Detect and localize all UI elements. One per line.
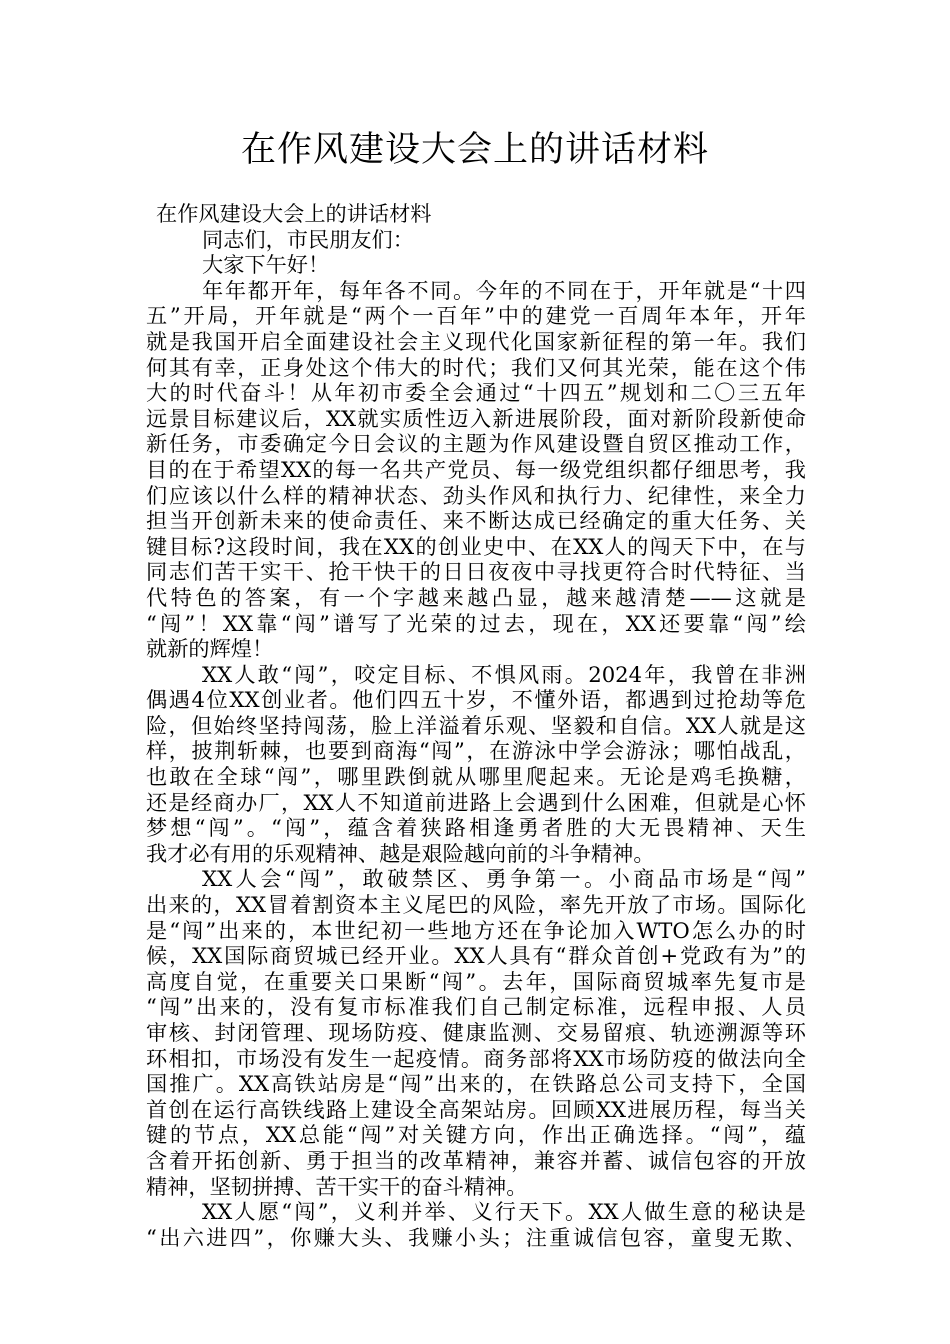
paragraph-line: 五”开局，开年就是“两个一百年”中的建党一百周年本年，开年	[146, 303, 806, 329]
paragraph-line: 梦想“闯”。“闯”，蕴含着狭路相逢勇者胜的大无畏精神、天生	[146, 815, 806, 841]
paragraph-line: “出六进四”，你赚大头、我赚小头；注重诚信包容，童叟无欺、	[146, 1224, 806, 1250]
paragraph-line: 样，披荆斩棘，也要到商海“闯”，在游泳中学会游泳；哪怕战乱，	[146, 738, 806, 764]
paragraph-line: XX人会“闯”，敢破禁区、勇争第一。小商品市场是“闯”	[202, 866, 806, 892]
paragraph-line: 远景目标建议后，XX就实质性迈入新进展阶段，面对新阶段新使命	[146, 405, 806, 431]
paragraph-line: 出来的，XX冒着割资本主义尾巴的风险，率先开放了市场。国际化	[146, 892, 806, 918]
paragraph-line: 精神，坚韧拼搏、苦干实干的奋斗精神。	[146, 1173, 528, 1199]
paragraph-line: 键目标?这段时间，我在XX的创业史中、在XX人的闯天下中，在与	[146, 533, 806, 559]
paragraph-line: 键的节点，XX总能“闯”对关键方向，作出正确选择。“闯”，蕴	[146, 1122, 806, 1148]
paragraph	[146, 662, 806, 867]
paragraph-line: XX人敢“闯”，咬定目标、不惧风雨。2024年，我曾在非洲	[202, 661, 806, 687]
paragraph-line: “闯”出来的，没有复市标准我们自己制定标准，远程申报、人员	[146, 994, 806, 1020]
paragraph-line: 就新的辉煌！	[146, 636, 274, 662]
document-subtitle: 在作风建设大会上的讲话材料	[156, 201, 432, 226]
paragraph-line: 就是我国开启全面建设社会主义现代化国家新征程的第一年。我们	[146, 328, 806, 354]
paragraph-line: 何其有幸，正身处这个伟大的时代；我们又何其光荣，能在这个伟	[146, 354, 806, 380]
paragraph-line: 偶遇4位XX创业者。他们四五十岁，不懂外语，都遇到过抢劫等危	[146, 687, 806, 713]
paragraph-line: 我才必有用的乐观精神、越是艰险越向前的斗争精神。	[146, 840, 655, 866]
paragraph	[146, 278, 806, 662]
paragraph-line: 同志们苦干实干、抢干快干的日日夜夜中寻找更符合时代特征、当	[146, 559, 806, 585]
paragraph-line: XX人愿“闯”，义利并举、义行天下。XX人做生意的秘诀是	[202, 1199, 806, 1225]
paragraph-line: 目的在于希望XX的每一名共产党员、每一级党组织都仔细思考，我	[146, 456, 806, 482]
paragraph-line: 险，但始终坚持闯荡，脸上洋溢着乐观、坚毅和自信。XX人就是这	[146, 712, 806, 738]
paragraph-line: 是“闯”出来的，本世纪初一些地方还在争论加入WTO怎么办的时	[146, 917, 806, 943]
paragraph-line: 担当开创新未来的使命责任、来不断达成已经确定的重大任务、关	[146, 508, 806, 534]
paragraph	[146, 1199, 806, 1250]
paragraph-line: 国推广。XX高铁站房是“闯”出来的，在铁路总公司支持下，全国	[146, 1071, 806, 1097]
salutation-line: 同志们，市民朋友们：	[202, 226, 414, 252]
document-title: 在作风建设大会上的讲话材料	[240, 130, 709, 170]
paragraphs-container	[146, 278, 806, 1251]
paragraph-line: 高度自觉，在重要关口果断“闯”。去年，国际商贸城率先复市是	[146, 968, 806, 994]
paragraph-line: 首创在运行高铁线路上建设全高架站房。回顾XX进展历程，每当关	[146, 1096, 806, 1122]
paragraph-line: 大的时代奋斗！从年初市委全会通过“十四五”规划和二〇三五年	[146, 380, 806, 406]
paragraph-line: 代特色的答案，有一个字越来越凸显，越来越清楚——这就是	[146, 584, 806, 610]
paragraph-line: 候，XX国际商贸城已经开业。XX人具有“群众首创+党政有为”的	[146, 943, 806, 969]
paragraph-line: 们应该以什么样的精神状态、劲头作风和执行力、纪律性，来全力	[146, 482, 806, 508]
paragraph-line: 环相扣，市场没有发生一起疫情。商务部将XX市场防疫的做法向全	[146, 1045, 806, 1071]
paragraph-line: 年年都开年，每年各不同。今年的不同在于，开年就是“十四	[202, 277, 806, 303]
paragraph-line: 审核、封闭管理、现场防疫、健康监测、交易留痕、轨迹溯源等环	[146, 1020, 806, 1045]
paragraph-line: 新任务，市委确定今日会议的主题为作风建设暨自贸区推动工作，	[146, 431, 806, 457]
paragraph-line: “闯”！XX靠“闯”谱写了光荣的过去，现在，XX还要靠“闯”绘	[146, 610, 806, 636]
document-body	[146, 201, 806, 1250]
paragraph	[146, 866, 806, 1199]
paragraph-line: 含着开拓创新、勇于担当的改革精神，兼容并蓄、诚信包容的开放	[146, 1147, 806, 1173]
greeting-line: 大家下午好！	[202, 252, 330, 278]
paragraph-line: 也敢在全球“闯”，哪里跌倒就从哪里爬起来。无论是鸡毛换糖，	[146, 764, 806, 790]
paragraph-line: 还是经商办厂，XX人不知道前进路上会遇到什么困难，但就是心怀	[146, 789, 806, 815]
